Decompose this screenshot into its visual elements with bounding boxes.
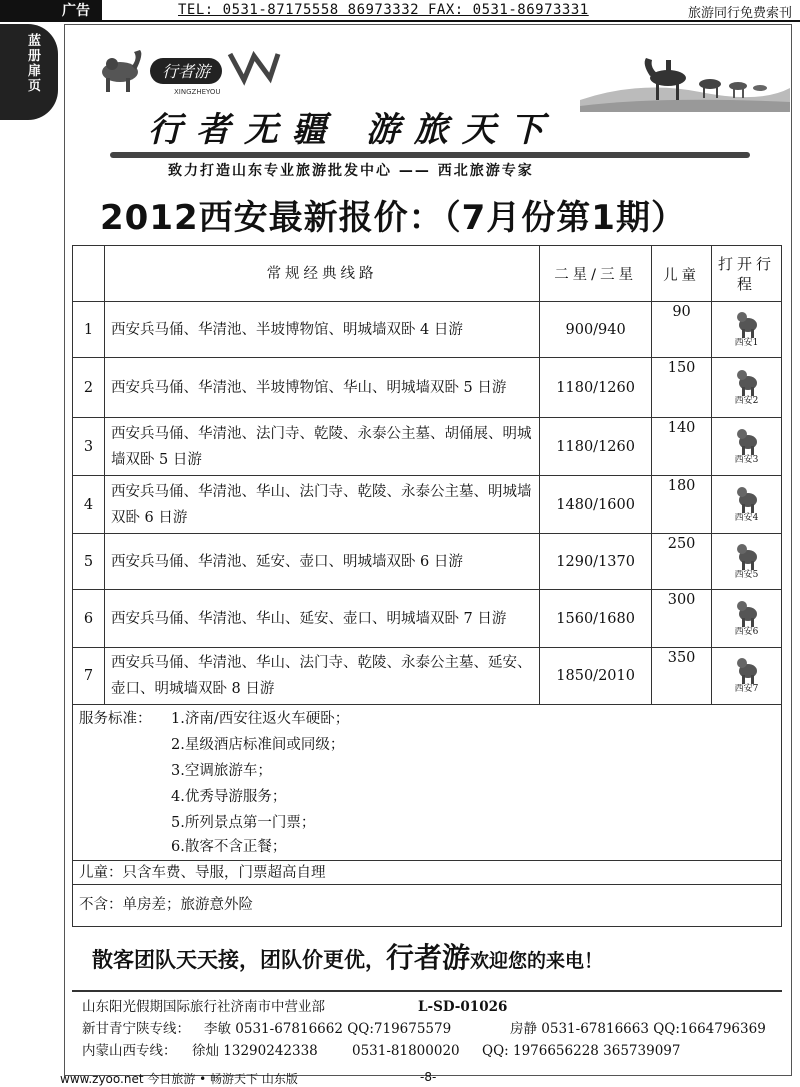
header-price: 二星/三星 [540, 246, 652, 302]
open-itinerary-cell[interactable] [712, 648, 782, 705]
side-tab-label: 蓝册扉页 [28, 34, 42, 94]
row-number: 5 [73, 534, 105, 590]
camel-icon[interactable] [727, 484, 767, 526]
publication-name: 旅游同行免费索刊 [687, 6, 792, 21]
row-number: 3 [73, 418, 105, 476]
child-price: 90 [652, 302, 712, 358]
itinerary-label: 西安5 [734, 569, 759, 580]
service-item: 3.空调旅游车； [171, 763, 272, 779]
ad-label: 广告 [0, 0, 102, 22]
service-item: 4.优秀导游服务； [171, 789, 287, 805]
children-policy: 儿童：只含车费、导服，门票超高自理 [79, 865, 326, 881]
table-row [73, 590, 782, 648]
line2-contact-1: 徐灿 13290242338 [192, 1043, 318, 1059]
table-row [73, 358, 782, 418]
line2-contact-2: 0531-81800020 [352, 1043, 460, 1059]
service-item: 1.济南/西安往返火车硬卧； [171, 711, 350, 727]
row-number: 2 [73, 358, 105, 418]
service-item: 2.星级酒店标准间或同级； [171, 737, 345, 753]
table-row [73, 534, 782, 590]
logo-text: 行者游 [161, 62, 211, 81]
route-price: 900/940 [540, 302, 652, 358]
table-row [73, 302, 782, 358]
route-name: 西安兵马俑、华清池、华山、法门寺、乾陵、永泰公主墓、明城墙双卧 6 日游 [104, 476, 539, 534]
open-itinerary-cell[interactable] [712, 534, 782, 590]
itinerary-label: 西安4 [734, 512, 759, 523]
line1-contact-1: 李敏 0531-67816662 QQ:719675579 [204, 1021, 452, 1037]
line2-contact-3: QQ: 1976656228 365739097 [482, 1043, 681, 1059]
brand-logo [94, 44, 284, 98]
company-name: 山东阳光假期国际旅行社济南市中营业部 [82, 999, 325, 1015]
open-itinerary-cell[interactable] [712, 302, 782, 358]
brand-tagline: 致力打造山东专业旅游批发中心 —— 西北旅游专家 [168, 163, 534, 179]
page-number: -8- [420, 1070, 437, 1084]
open-itinerary-cell[interactable] [712, 476, 782, 534]
camel-icon[interactable] [727, 309, 767, 351]
row-number: 1 [73, 302, 105, 358]
welcome-banner [92, 936, 603, 976]
header-open-itinerary: 打开行程 [712, 246, 782, 302]
route-price: 1290/1370 [540, 534, 652, 590]
table-row [73, 648, 782, 705]
tagline-divider [110, 152, 750, 158]
contact-line: TEL: 0531-87175558 86973332 FAX: 0531-86973331 [178, 2, 589, 18]
welcome-brand: 行者游 [386, 941, 471, 974]
service-standards [72, 705, 782, 885]
itinerary-label: 西安3 [734, 454, 759, 465]
route-name: 西安兵马俑、华清池、华山、延安、壶口、明城墙双卧 7 日游 [104, 590, 539, 648]
row-number: 7 [73, 648, 105, 705]
route-name: 西安兵马俑、华清池、法门寺、乾陵、永泰公主墓、胡俑展、明城墙双卧 5 日游 [104, 418, 539, 476]
route-price: 1850/2010 [540, 648, 652, 705]
camel-icon[interactable] [727, 426, 767, 468]
logo-subtext: XINGZHEYOU [174, 88, 221, 96]
welcome-text-1: 散客团队天天接，团队价更优， [92, 948, 386, 972]
page-title: 2012西安最新报价：（7月份第1期） [100, 198, 686, 238]
header-number [73, 246, 105, 302]
route-name: 西安兵马俑、华清池、延安、壶口、明城墙双卧 6 日游 [104, 534, 539, 590]
route-price: 1560/1680 [540, 590, 652, 648]
route-price: 1180/1260 [540, 358, 652, 418]
company-info [72, 990, 782, 1059]
routes-table [72, 245, 782, 705]
itinerary-label: 西安2 [734, 395, 759, 406]
row-number: 4 [73, 476, 105, 534]
route-name: 西安兵马俑、华清池、半坡博物馆、明城墙双卧 4 日游 [104, 302, 539, 358]
open-itinerary-cell[interactable] [712, 358, 782, 418]
table-row [73, 418, 782, 476]
line1-label: 新甘青宁陕专线： [82, 1021, 190, 1037]
footer-site: www.zyoo.net 今日旅游 • 畅游天下 山东版 [60, 1072, 298, 1086]
side-section-tab [0, 24, 58, 120]
not-included: 不含：单房差；旅游意外险 [72, 885, 782, 927]
route-name: 西安兵马俑、华清池、半坡博物馆、华山、明城墙双卧 5 日游 [104, 358, 539, 418]
itinerary-label: 西安7 [734, 684, 759, 694]
route-price: 1180/1260 [540, 418, 652, 476]
child-price: 150 [652, 358, 712, 418]
service-item: 5.所列景点第一门票； [171, 815, 316, 831]
line2-label: 内蒙山西专线： [82, 1043, 177, 1059]
open-itinerary-cell[interactable] [712, 418, 782, 476]
header-route: 常规经典线路 [104, 246, 539, 302]
camel-icon[interactable] [727, 367, 767, 409]
child-price: 180 [652, 476, 712, 534]
child-price: 140 [652, 418, 712, 476]
camel-logo-icon [102, 50, 141, 92]
child-price: 250 [652, 534, 712, 590]
table-row [73, 476, 782, 534]
license-number: L-SD-01026 [418, 999, 508, 1015]
route-name: 西安兵马俑、华清池、华山、法门寺、乾陵、永泰公主墓、延安、壶口、明城墙双卧 8 日游 [104, 648, 539, 705]
service-item: 6.散客不含正餐； [171, 839, 287, 855]
open-itinerary-cell[interactable] [712, 590, 782, 648]
itinerary-label: 西安1 [734, 337, 759, 348]
camel-icon[interactable] [727, 541, 767, 583]
child-price: 350 [652, 648, 712, 705]
header-child: 儿童 [652, 246, 712, 302]
itinerary-label: 西安6 [734, 626, 759, 637]
camel-icon[interactable] [727, 655, 767, 697]
desert-caravan-image [580, 40, 790, 112]
welcome-text-2: 欢迎您的来电！ [470, 950, 604, 972]
service-label: 服务标准： [79, 711, 152, 727]
brand-slogan: 行者无疆 游旅天下 [148, 110, 558, 150]
top-header-bar [0, 0, 800, 22]
child-price: 300 [652, 590, 712, 648]
line1-contact-2: 房静 0531-67816663 QQ:1664796369 [510, 1021, 766, 1037]
route-price: 1480/1600 [540, 476, 652, 534]
page-footer [60, 1070, 437, 1087]
row-number: 6 [73, 590, 105, 648]
table-header-row [73, 246, 782, 302]
camel-icon[interactable] [727, 598, 767, 640]
